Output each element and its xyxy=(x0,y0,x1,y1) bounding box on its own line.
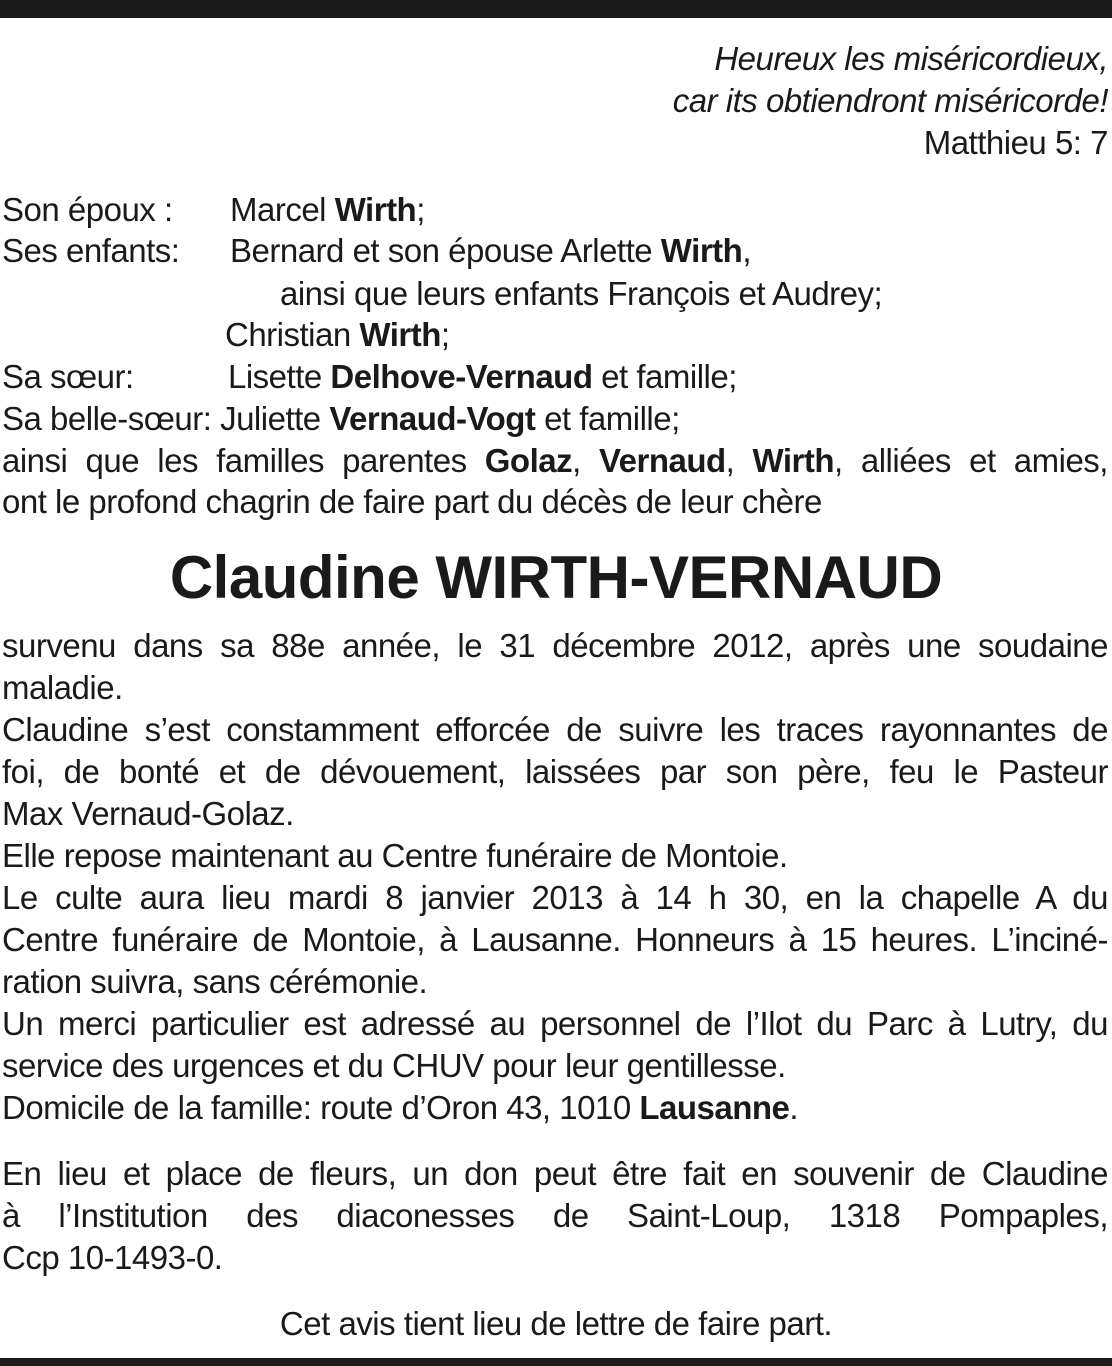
body-line: Centre funéraire de Montoie, à Lausanne. Honneurs à 15 heures. L’inciné- xyxy=(2,921,1108,958)
announcement-line: ont le profond chagrin de faire part du décès de leur chère xyxy=(2,483,822,520)
top-rule xyxy=(0,0,1112,18)
body-line: Le culte aura lieu mardi 8 janvier 2013 à 14 h 30, en la chapelle A du xyxy=(2,879,1108,916)
child-entry-2: Christian Wirth; xyxy=(225,316,450,353)
body-line: service des urgences et du CHUV pour leur gentillesse. xyxy=(2,1047,786,1084)
donation-line: Ccp 10-1493-0. xyxy=(2,1239,223,1276)
body-line: Un merci particulier est adressé au personnel de l’Ilot du Parc à Lutry, du xyxy=(2,1005,1108,1042)
spouse-label: Son époux : xyxy=(2,191,173,228)
sister-in-law-entry: Sa belle-sœur: Juliette Vernaud-Vogt et famille; xyxy=(2,400,680,437)
body-line: Max Vernaud-Golaz. xyxy=(2,795,294,832)
verse-line-1: Heureux les miséricordieux, xyxy=(714,40,1108,77)
closing-line: Cet avis tient lieu de lettre de faire part. xyxy=(279,1305,833,1342)
body-line: Claudine s’est constamment efforcée de suivre les traces rayonnantes de xyxy=(2,711,1108,748)
donation-line: En lieu et place de fleurs, un don peut être fait en souvenir de Claudine xyxy=(2,1155,1108,1192)
body-line: Elle repose maintenant au Centre funéraire de Montoie. xyxy=(2,837,788,874)
children-label: Ses enfants: xyxy=(2,232,180,269)
bottom-rule xyxy=(0,1358,1112,1366)
body-line: ration suivra, sans cérémonie. xyxy=(2,963,428,1000)
donation-line: à l’Institution des diaconesses de Saint-Loup, 1318 Pompaples, xyxy=(2,1197,1108,1234)
verse-reference: Matthieu 5: 7 xyxy=(923,124,1108,161)
deceased-name: Claudine WIRTH-VERNAUD xyxy=(169,544,943,611)
child-entry-1: Bernard et son épouse Arlette Wirth, xyxy=(230,232,751,269)
body-line: maladie. xyxy=(2,669,123,706)
grandchildren-entry: ainsi que leurs enfants François et Audrey; xyxy=(280,275,883,312)
sister-entry: Lisette Delhove-Vernaud et famille; xyxy=(228,358,737,395)
sister-label: Sa sœur: xyxy=(2,358,134,395)
body-line: foi, de bonté et de dévouement, laissées par son père, feu le Pasteur xyxy=(2,753,1108,790)
families-line: ainsi que les familles parentes Golaz, Vernaud, Wirth, alliées et amies, xyxy=(2,442,1108,479)
domicile-line: Domicile de la famille: route d’Oron 43, 1010 Lausanne. xyxy=(2,1089,799,1126)
body-line: survenu dans sa 88e année, le 31 décembre 2012, après une soudaine xyxy=(2,627,1108,664)
spouse-entry: Marcel Wirth; xyxy=(230,191,425,228)
verse-line-2: car its obtiendront miséricorde! xyxy=(672,82,1108,119)
